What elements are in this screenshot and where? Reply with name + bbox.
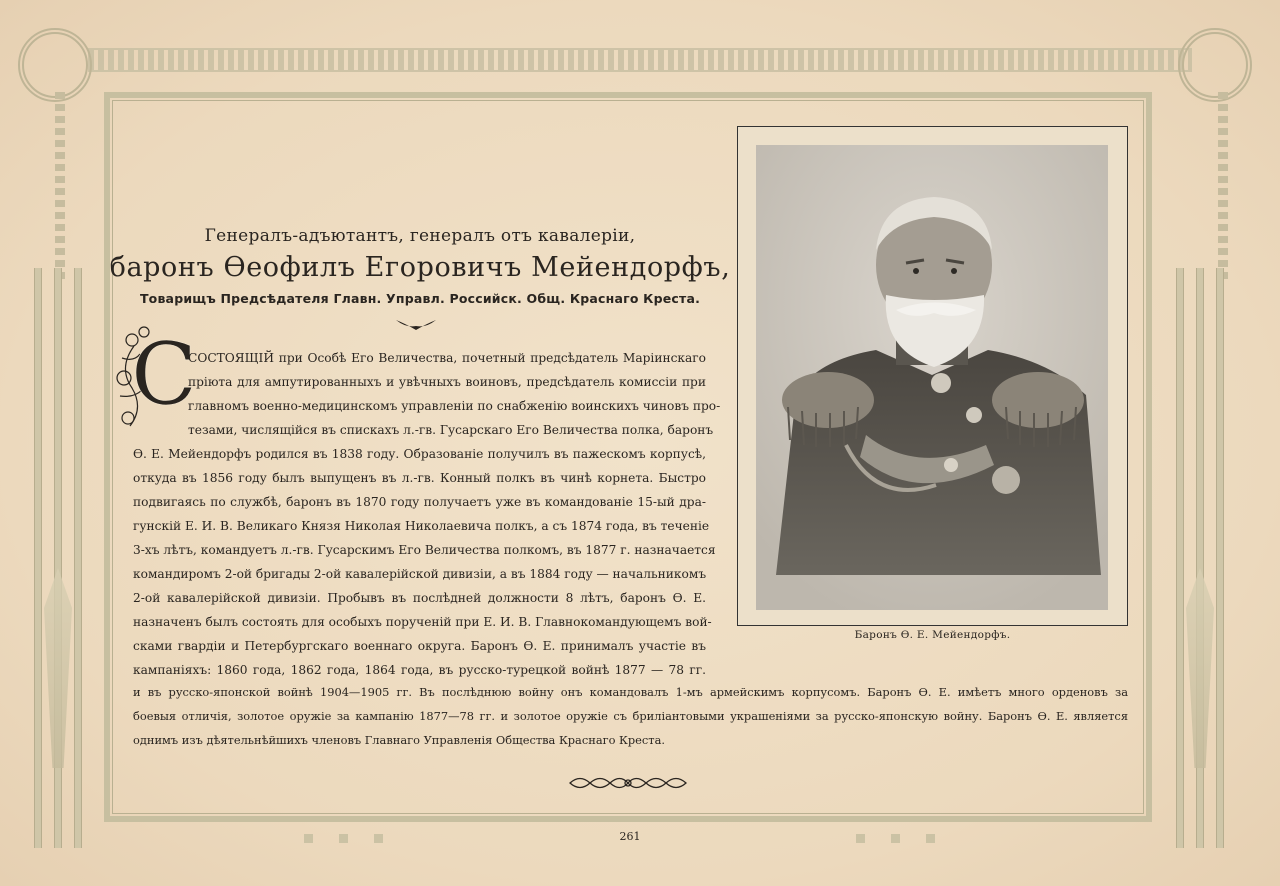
floral-dropcap-icon	[114, 318, 197, 438]
name-heading: баронъ Өеофилъ Егоровичъ Мейендорфъ,	[109, 252, 731, 283]
body-line-11: 2-ой кавалерiйской дивизiи. Пробывъ въ послѣдней должности 8 лѣтъ, баронъ Ө. Е.	[133, 591, 706, 605]
body-line-12: назначенъ былъ состоять для особыхъ порученiй при Е. И. В. Главнокомандующемъ вой-	[133, 615, 712, 629]
body-line-13: сками гвардiи и Петербургскаго военнаго округа. Баронъ Ө. Е. принималъ участiе въ	[133, 639, 706, 653]
body-line-9: 3-хъ лѣтъ, командуетъ л.-гв. Гусарскимъ Его Величества полкомъ, въ 1877 г. назначается	[133, 543, 716, 557]
body-line-1: СОСТОЯЩIЙ при Особѣ Его Величества, почетный предсѣдатель Марiинскаго	[188, 351, 706, 365]
vine-ornament-right	[1218, 92, 1228, 282]
column-ornament-left	[30, 268, 86, 848]
body-line-8: гунскiй Е. И. В. Великаго Князя Николая Николаевича полкъ, а съ 1874 года, въ теченiе	[133, 519, 710, 533]
page-number: 261	[619, 830, 641, 843]
wreath-ornament-right	[1178, 28, 1252, 102]
body-line-10: командиромъ 2-ой бригады 2-ой кавалерiйской дивизiи, а въ 1884 году — начальникомъ	[133, 567, 707, 581]
body-wide-line-3: однимъ изъ дѣятельнѣйшихъ членовъ Главнаго Управленiя Общества Краснаго Креста.	[133, 733, 665, 747]
portrait-photo	[756, 145, 1108, 610]
floral-tailpiece-icon	[566, 774, 690, 792]
body-line-4: тезами, числящiйся въ спискахъ л.-гв. Гусарскаго Его Величества полка, баронъ	[188, 423, 714, 437]
portrait-caption: Баронъ Ө. Е. Мейендорфъ.	[854, 629, 1011, 641]
rank-heading: Генералъ-адъютантъ, генералъ отъ кавалерiи,	[204, 226, 636, 246]
position-heading: Товарищъ Предсѣдателя Главн. Управл. Российск. Общ. Краснаго Креста.	[139, 291, 701, 306]
bottom-squares-left	[304, 828, 409, 838]
body-wide-line-1: и въ русско-японской войнѣ 1904—1905 гг. Въ послѣднюю войну онъ командовалъ 1-мъ армейскимъ корпусомъ. Баронъ Ө. Е. имѣетъ много орденовъ за	[133, 685, 1128, 699]
vine-ornament-left	[55, 92, 65, 282]
body-line-7: подвигаясь по службѣ, баронъ въ 1870 году получаетъ уже въ командованiе 15-ый дра-	[133, 495, 706, 509]
bird-ornament-icon	[394, 318, 438, 332]
top-garland-ornament	[88, 48, 1192, 72]
body-wide-line-2: боевыя отличiя, золотое оружiе за кампанiю 1877—78 гг. и золотое оружiе съ брилiантовыми украшенiями за русско-японскую войну. Баронъ Ө. Е. является	[133, 709, 1128, 723]
bottom-squares-right	[856, 828, 961, 838]
body-line-14: кампанiяхъ: 1860 года, 1862 года, 1864 года, въ русско-турецкой войнѣ 1877 — 78 гг.	[133, 663, 706, 677]
body-line-3: главномъ военно-медицинскомъ управленiи по снабженiю воинскихъ чиновъ про-	[188, 399, 721, 413]
body-line-6: откуда въ 1856 году былъ выпущенъ въ л.-гв. Конный полкъ въ чинѣ корнета. Быстро	[133, 471, 706, 485]
column-ornament-right	[1172, 268, 1228, 848]
body-line-2: прiюта для ампутированныхъ и увѣчныхъ воиновъ, предсѣдатель комиссiи при	[188, 375, 706, 389]
wreath-ornament-left	[18, 28, 92, 102]
body-line-5: Ө. Е. Мейендорфъ родился въ 1838 году. Образованiе получилъ въ пажескомъ корпусѣ,	[133, 447, 706, 461]
dropcap-letter: С	[131, 325, 197, 425]
